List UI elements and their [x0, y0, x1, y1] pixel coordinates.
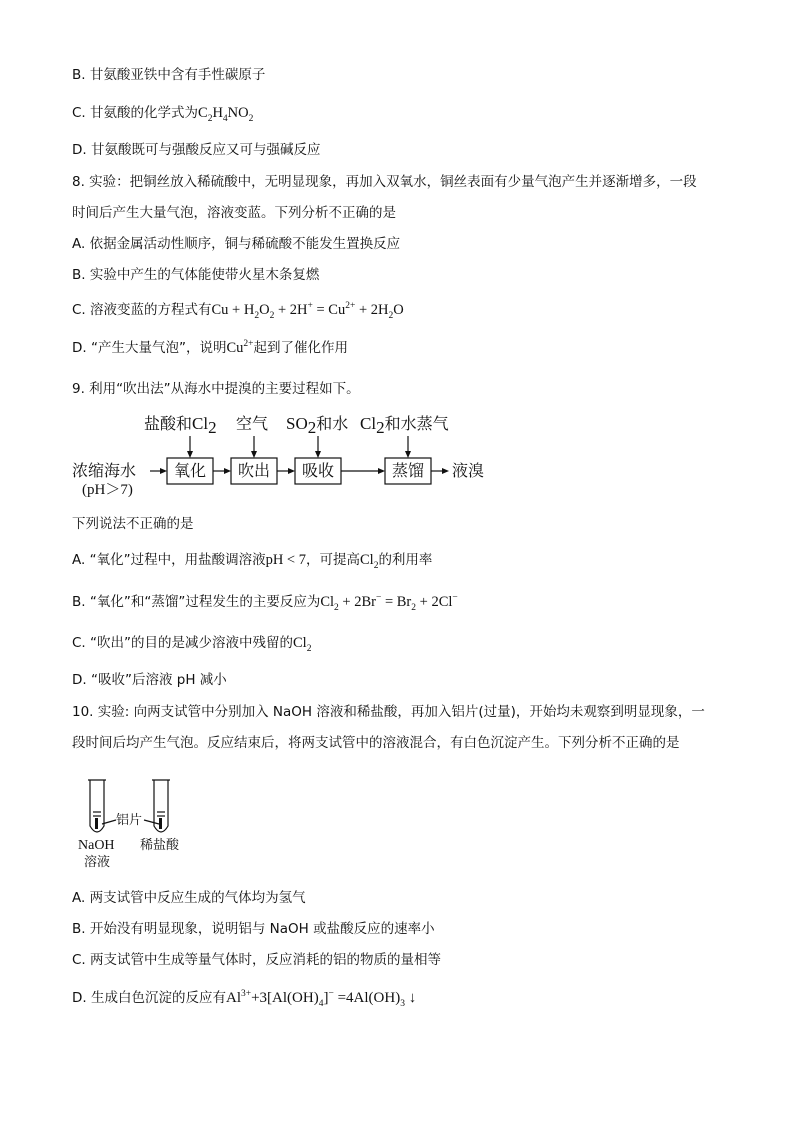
q7-option-b-label: B. [72, 67, 86, 83]
box-absorption-label: 吸收 [302, 461, 335, 480]
arrow-head [251, 451, 257, 458]
bromine-process-flowchart [72, 410, 502, 510]
q9-option-a-mid: ，可提高 [305, 552, 360, 568]
q7-option-d-label: D. [72, 142, 87, 158]
flow-start-seawater: 浓缩海水 [72, 461, 137, 480]
q8-option-b: B. 实验中产生的气体能使带火星木条复燃 [72, 267, 320, 283]
arrow-head [288, 468, 295, 474]
q8-option-c-text: C. 溶液变蓝的方程式有 [72, 302, 212, 318]
copper-ion: $Cu^{2+}$ [226, 339, 254, 356]
q10-stem-line2: 段时间后均产生气泡。反应结束后，将两支试管中的溶液混合，有白色沉淀产生。下列分析不正确的是 [72, 735, 680, 751]
arrow-head [442, 468, 449, 474]
q9-option-a-end: 的利用率 [378, 552, 433, 568]
q9-option-c-text: C. “吹出”的目的是减少溶液中残留的 [72, 635, 293, 651]
test-tubes-figure [72, 766, 192, 878]
q9-stem: 9. 利用“吹出法”从海水中提溴的主要过程如下。 [72, 381, 360, 397]
q10-option-d [72, 988, 416, 1008]
q8-option-c [72, 300, 404, 320]
arrow-head [405, 451, 411, 458]
ph-condition: pH < 7 [265, 552, 306, 568]
q8-stem-line1: 8. 实验：把铜丝放入稀硫酸中，无明显现象，再加入双氧水，铜丝表面有少量气泡产生并逐渐增多，一段 [72, 174, 697, 190]
foil-pointer-right [144, 820, 159, 824]
q8-option-a: A. 依据金属活动性顺序，铜与稀硫酸不能发生置换反应 [72, 236, 401, 252]
flow-end-liquid-bromine: 液溴 [452, 461, 485, 480]
q8-option-d-text: D. “产生大量气泡”，说明 [72, 340, 227, 356]
q10-option-c: C. 两支试管中生成等量气体时，反应消耗的铝的物质的量相等 [72, 952, 442, 968]
label-aluminum-foil: 铝片 [116, 813, 143, 828]
box-distillation-label: 蒸馏 [392, 461, 425, 480]
box-oxidation-label: 氧化 [174, 461, 207, 480]
q9-option-a-text: A. “氧化”过程中，用盐酸调溶液 [72, 552, 266, 568]
arrow-head [315, 451, 321, 458]
chlorine-formula: $Cl_2$ [293, 635, 312, 654]
q8-option-d [72, 338, 348, 358]
q7-option-d-text: 甘氨酸既可与强酸反应又可与强碱反应 [90, 142, 321, 158]
label-dilute-hcl: 稀盐酸 [140, 838, 180, 853]
q8-option-d-text-end: 起到了催化作用 [253, 340, 348, 356]
q7-option-c [72, 103, 253, 123]
chlorine-formula: $Cl_2$ [359, 552, 379, 571]
q7-option-b-text: 甘氨酸亚铁中含有手性碳原子 [89, 67, 266, 83]
arrow-head [224, 468, 231, 474]
aluminum-foil-right [159, 818, 162, 829]
q10-stem-line1: 10. 实验: 向两支试管中分别加入 NaOH 溶液和稀盐酸，再加入铝片(过量)，开始均未观察到明显现象，一 [72, 704, 705, 720]
reagent-so2-water: $SO_2$和水 [286, 414, 349, 438]
q7-option-b [72, 65, 265, 85]
flow-start-ph-note: (pH＞7) [82, 482, 133, 498]
q10-option-a: A. 两支试管中反应生成的气体均为氢气 [72, 890, 306, 906]
q9-option-a [72, 550, 432, 570]
label-solution: 溶液 [84, 855, 111, 870]
reagent-cl2-steam: $Cl_2$和水蒸气 [360, 414, 449, 438]
q9-option-b [72, 592, 458, 612]
q9-option-c [72, 633, 311, 653]
arrow-head [378, 468, 385, 474]
q9-option-d: D. “吸收”后溶液 pH 减小 [72, 672, 227, 688]
q10-equation: $Al^{3+}+3[Al(OH)_4]^- =4Al(OH)_3$ ↓ [225, 989, 417, 1009]
glycine-formula: $C_2H_4NO_2$ [198, 105, 254, 124]
label-naoh: NaOH [78, 838, 115, 853]
q8-equation: $Cu + H_2O_2 + 2H^+ = Cu^{2+} + 2H_2O$ [211, 301, 404, 321]
arrow-head [187, 451, 193, 458]
aluminum-foil-left [95, 818, 98, 829]
q9-equation: $Cl_2 + 2Br^- = Br_2 + 2Cl^-$ [320, 593, 458, 613]
q9-prompt: 下列说法不正确的是 [72, 516, 194, 532]
q7-option-c-label: C. [72, 105, 86, 121]
box-blow-out-label: 吹出 [238, 461, 271, 480]
q7-option-d [72, 140, 320, 160]
reagent-air: 空气 [236, 414, 269, 433]
q10-option-b: B. 开始没有明显现象，说明铝与 NaOH 或盐酸反应的速率小 [72, 921, 435, 937]
q9-option-b-text: B. “氧化”和“蒸馏”过程发生的主要反应为 [72, 594, 321, 610]
q8-stem-line2: 时间后产生大量气泡，溶液变蓝。下列分析不正确的是 [72, 205, 396, 221]
reagent-hcl-cl2: 盐酸和$Cl_2$ [144, 414, 217, 438]
q10-option-d-text: D. 生成白色沉淀的反应有 [72, 990, 226, 1006]
arrow-head [160, 468, 167, 474]
q7-option-c-text: 甘氨酸的化学式为 [90, 105, 199, 121]
